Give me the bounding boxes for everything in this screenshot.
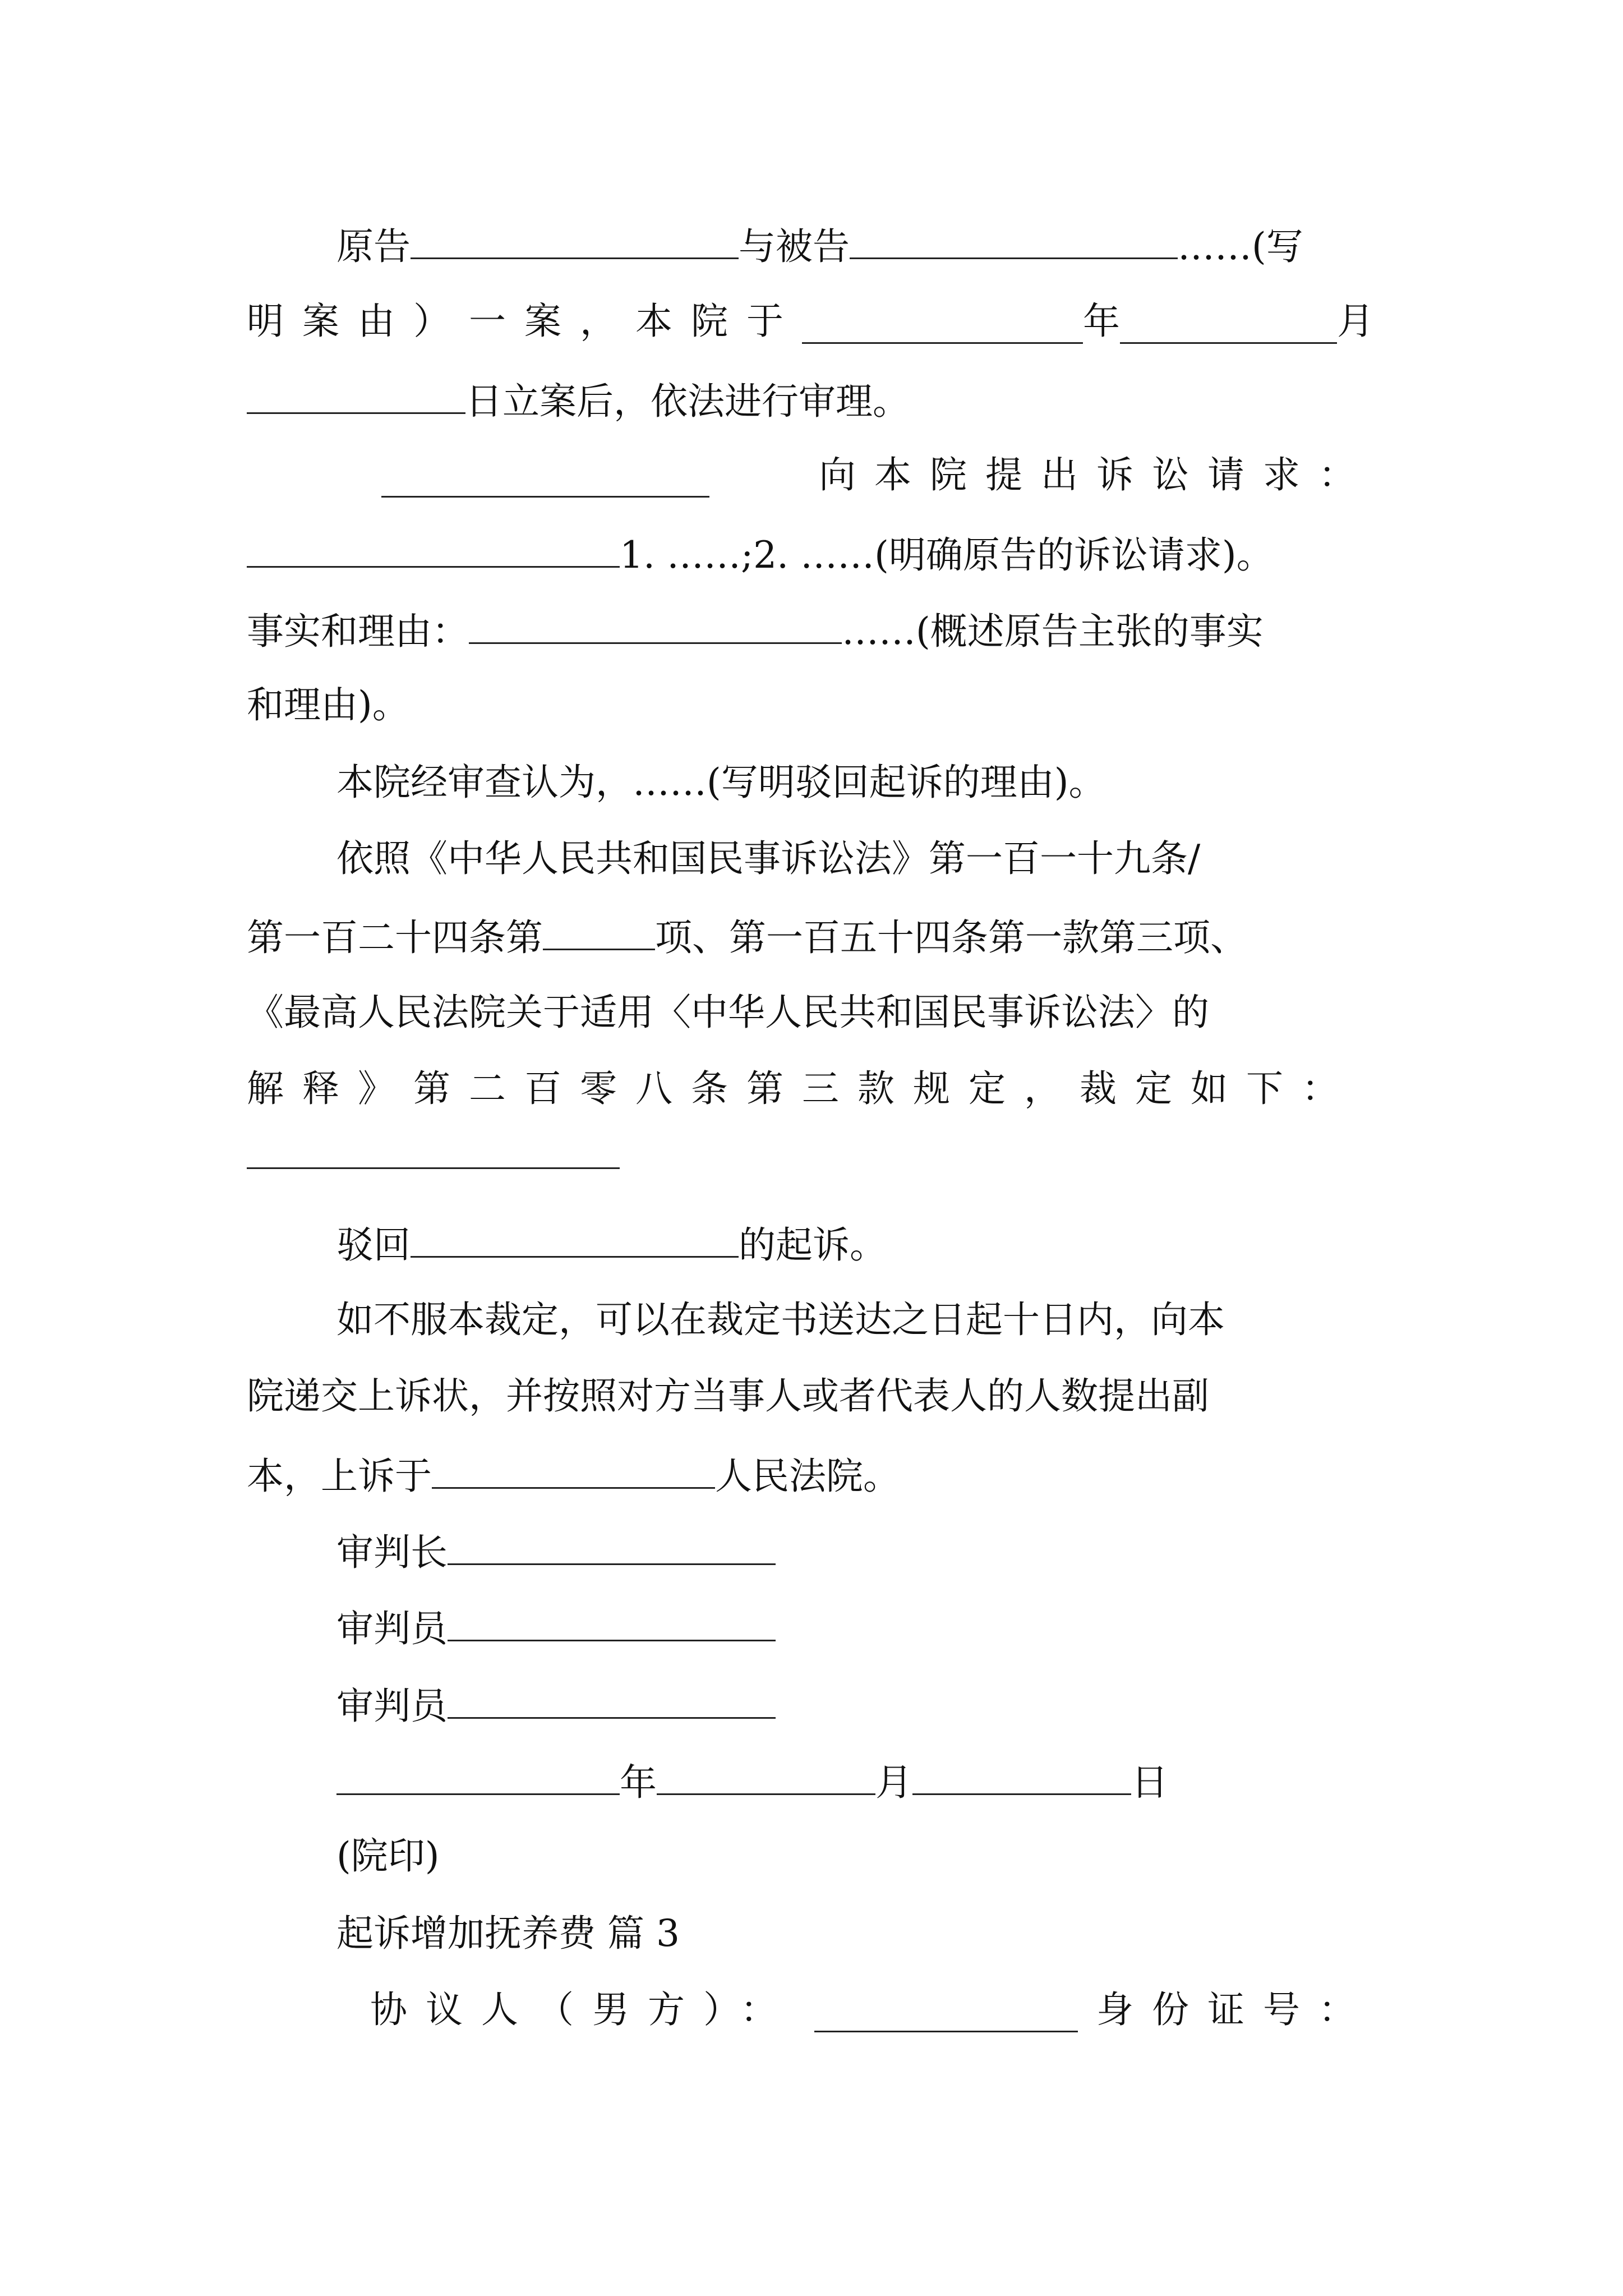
appeal-text-1: 如不服本裁定，可以在裁定书送达之日起十日内，向本 bbox=[336, 1298, 1225, 1341]
facts-end-line bbox=[247, 683, 409, 728]
legal-basis-text-1: 依照《中华人民共和国民事诉讼法》第一百一十九条/ bbox=[336, 837, 1201, 880]
claims-intro-text: 向本院提出诉讼请求： bbox=[819, 453, 1374, 496]
filing-day-blank bbox=[247, 376, 465, 414]
chief-judge-line bbox=[336, 1527, 776, 1572]
plaintiff-blank bbox=[411, 222, 739, 259]
court-seal-text: (院印) bbox=[336, 1834, 440, 1878]
article-item-blank bbox=[543, 913, 655, 950]
plaintiff-label: 原告 bbox=[336, 225, 411, 268]
review-text: 本院经审查认为，……(写明驳回起诉的理由)。 bbox=[336, 761, 1106, 804]
facts-end-text: 和理由)。 bbox=[247, 683, 409, 726]
ruling-line bbox=[336, 1220, 887, 1265]
review-line bbox=[336, 760, 1106, 805]
appeal-line-2 bbox=[247, 1374, 1209, 1419]
claimant-blank bbox=[381, 460, 709, 498]
judge-blank-1 bbox=[448, 1604, 776, 1641]
plaintiff-defendant-line bbox=[336, 222, 1303, 266]
ruling-day-blank bbox=[912, 1757, 1131, 1795]
legal-basis-line-2 bbox=[247, 913, 1247, 958]
facts-hint: ……(概述原告主张的事实 bbox=[842, 610, 1264, 653]
ruling-month-label: 月 bbox=[875, 1761, 912, 1804]
case-filing-line bbox=[247, 299, 1374, 344]
claims-intro-line bbox=[381, 453, 1374, 498]
claims-line bbox=[247, 530, 1274, 575]
standalone-blank-line bbox=[247, 1167, 620, 1169]
ruling-month-blank bbox=[657, 1757, 875, 1795]
agreement-party-label: 协议人（男方）： bbox=[370, 1988, 796, 2031]
section-title-line bbox=[336, 1911, 680, 1956]
facts-label: 事实和理由： bbox=[247, 610, 469, 653]
appeal-text-3b: 人民法院。 bbox=[715, 1455, 900, 1498]
judge-line-2 bbox=[336, 1681, 776, 1726]
chief-judge-blank bbox=[448, 1527, 776, 1565]
ruling-year-label: 年 bbox=[620, 1761, 657, 1804]
ruling-reject-label: 驳回 bbox=[336, 1223, 411, 1267]
legal-basis-text-2a: 第一百二十四条第 bbox=[247, 916, 543, 959]
filing-month-blank bbox=[1120, 306, 1337, 344]
appeal-text-2: 院递交上诉状，并按照对方当事人或者代表人的人数提出副 bbox=[247, 1374, 1209, 1418]
ruling-suit-text: 的起诉。 bbox=[739, 1223, 887, 1267]
judge-blank-2 bbox=[448, 1681, 776, 1719]
agreement-party-line bbox=[370, 1987, 1374, 2032]
agreement-party-blank bbox=[814, 1995, 1078, 2032]
ruling-date-line bbox=[336, 1757, 1168, 1802]
filing-day-text: 日立案后，依法进行审理。 bbox=[465, 380, 910, 423]
facts-blank bbox=[469, 606, 842, 644]
legal-basis-text-4: 解释》第二百零八条第三款规定，裁定如下： bbox=[247, 1067, 1357, 1110]
judge-label-2: 审判员 bbox=[336, 1685, 448, 1728]
filing-day-line bbox=[247, 376, 910, 421]
legal-basis-line-4 bbox=[247, 1066, 1374, 1111]
filing-year-blank bbox=[802, 306, 1083, 344]
judge-line-1 bbox=[336, 1604, 776, 1649]
case-cause-text: 明案由）一案，本院于 bbox=[247, 300, 802, 343]
appeal-line-1 bbox=[336, 1297, 1225, 1342]
legal-basis-text-3: 《最高人民法院关于适用〈中华人民共和国民事诉讼法〉的 bbox=[247, 991, 1209, 1034]
court-seal-line bbox=[336, 1834, 440, 1879]
facts-line bbox=[247, 606, 1264, 651]
appeal-line-3 bbox=[247, 1451, 900, 1496]
appeal-text-3a: 本，上诉于 bbox=[247, 1455, 432, 1498]
ruling-day-label: 日 bbox=[1131, 1761, 1168, 1804]
rejected-party-blank bbox=[411, 1220, 739, 1258]
defendant-label: 与被告 bbox=[739, 225, 850, 268]
filing-month-label: 月 bbox=[1337, 300, 1374, 343]
chief-judge-label: 审判长 bbox=[336, 1531, 448, 1574]
legal-basis-line-3 bbox=[247, 990, 1209, 1035]
legal-basis-line-1 bbox=[336, 836, 1200, 881]
judge-label-1: 审判员 bbox=[336, 1607, 448, 1650]
filing-year-label: 年 bbox=[1083, 300, 1121, 343]
agreement-id-label: 身份证号： bbox=[1096, 1988, 1374, 2031]
claims-blank bbox=[247, 530, 620, 568]
legal-basis-text-2b: 项、第一百五十四条第一款第三项、 bbox=[655, 916, 1247, 959]
defendant-blank bbox=[850, 222, 1178, 259]
appeal-court-blank bbox=[432, 1451, 715, 1489]
ruling-year-blank bbox=[336, 1757, 620, 1795]
section-title: 起诉增加抚养费 篇 3 bbox=[336, 1912, 680, 1955]
case-cause-hint: ……(写 bbox=[1178, 225, 1303, 268]
claims-text: 1. ……;2. ……(明确原告的诉讼请求)。 bbox=[620, 533, 1274, 577]
